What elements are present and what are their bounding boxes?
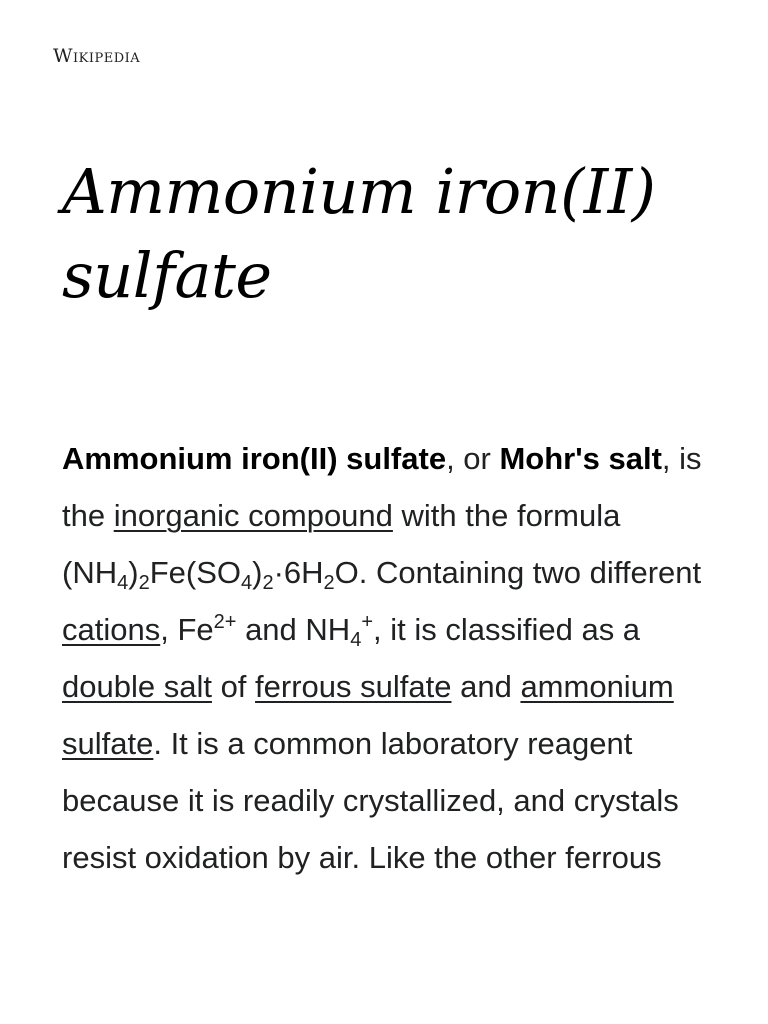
page-title-line-2: sulfate — [62, 239, 272, 312]
link-double-salt[interactable]: double salt — [62, 669, 212, 704]
text-segment: Fe(SO — [149, 555, 241, 590]
text-segment: and — [451, 669, 521, 704]
subscript: 4 — [117, 572, 129, 594]
text-segment: , is the — [62, 441, 702, 533]
link-ferrous-sulfate[interactable]: ferrous sulfate — [255, 669, 452, 704]
wikipedia-wordmark-link[interactable]: Wikipedia — [53, 45, 141, 67]
text-segment: . It is a common laboratory reagent because it is readily crystallized, and crystals resist oxidation by air. Like the other ferrous — [62, 726, 679, 875]
superscript: + — [361, 611, 373, 633]
page-title-line-1: Ammonium iron(II) — [62, 155, 656, 228]
bold-alternate-name: Mohr's salt — [499, 441, 662, 476]
text-segment: ) — [252, 555, 263, 590]
text-segment: O. Containing two different — [334, 555, 702, 590]
subscript: 4 — [240, 572, 253, 594]
page-title — [62, 150, 722, 318]
subscript: 2 — [323, 572, 335, 594]
text-segment: , or — [446, 441, 500, 476]
link-ammonium-sulfate[interactable]: ammonium sulfate — [62, 669, 674, 761]
bold-article-name: Ammonium iron(II) sulfate — [62, 441, 447, 476]
text-segment: ) — [128, 555, 139, 590]
link-cations[interactable]: cations — [62, 612, 161, 647]
text-segment: and NH — [236, 612, 351, 647]
subscript: 2 — [138, 572, 150, 594]
lead-paragraph — [62, 430, 712, 886]
link-inorganic-compound[interactable]: inorganic compound — [113, 498, 393, 533]
text-segment: , Fe — [160, 612, 214, 647]
text-segment: , it is classified as a — [373, 612, 641, 647]
subscript: 2 — [262, 572, 274, 594]
superscript: 2+ — [213, 611, 237, 633]
text-segment: ·6H — [273, 555, 324, 590]
text-segment: with the formula (NH — [62, 498, 621, 590]
subscript: 4 — [350, 629, 362, 651]
text-segment: of — [211, 669, 256, 704]
